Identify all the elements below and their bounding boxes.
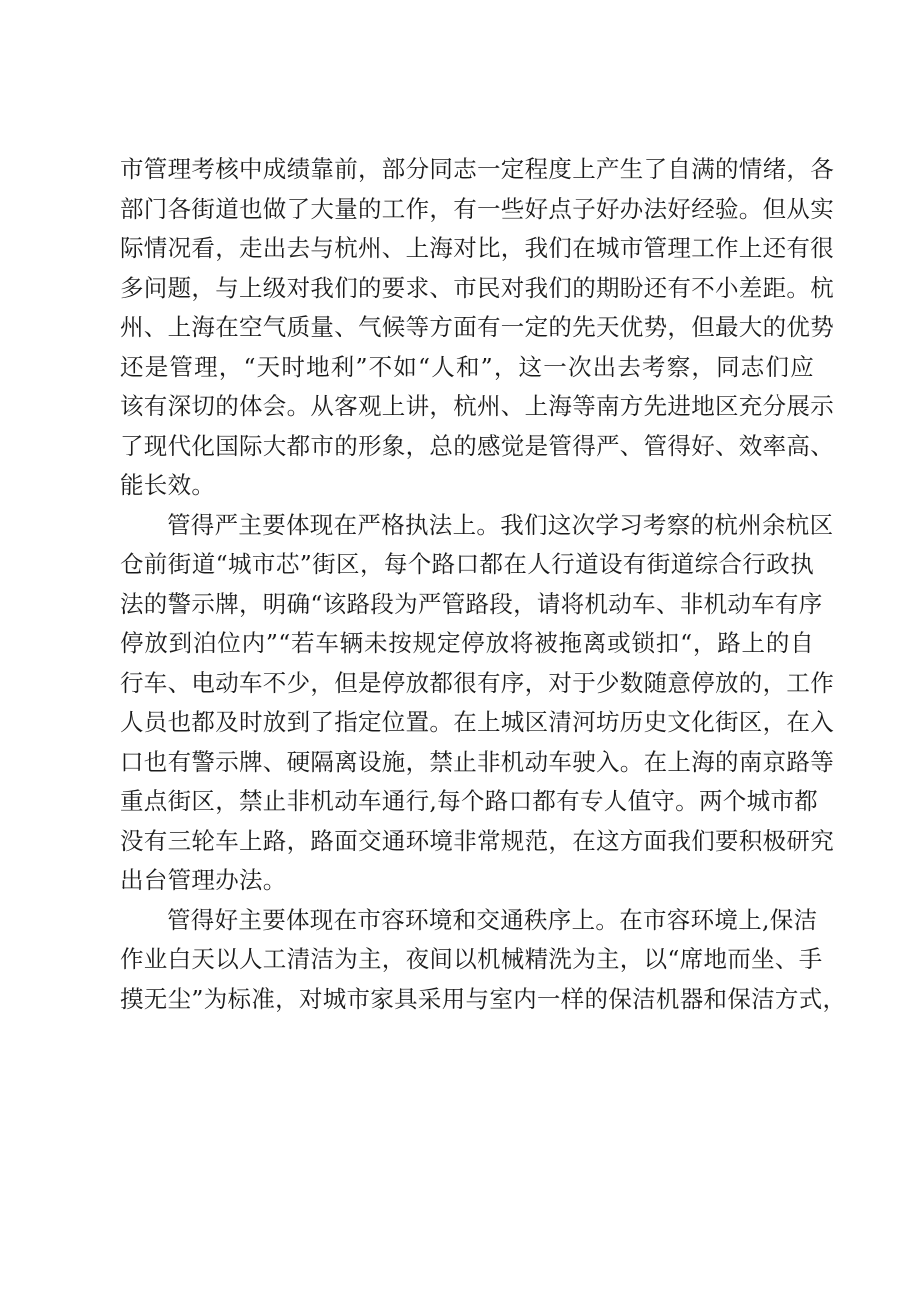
text-line: 口也有警示牌、硬隔离设施，禁止非机动车驶入。在上海的南京路等 [120, 747, 834, 776]
text-line: 仓前街道“城市芯”街区，每个路口都在人行道设有街道综合行政执 [120, 550, 814, 578]
paragraph-first-line: 管得好主要体现在市容环境和交通秩序上。在市容环境上,保洁 [167, 905, 818, 934]
text-line-paragraph-end: 出台管理办法。 [120, 866, 287, 894]
text-line: 该有深切的体会。从客观上讲，杭州、上海等南方先进地区充分展示 [120, 392, 834, 420]
text-line: 人员也都及时放到了指定位置。在上城区清河坊历史文化街区，在入 [120, 708, 834, 736]
document-body [120, 150, 847, 1019]
text-line: 停放到泊位内”“若车辆未按规定停放将被拖离或锁扣“，路上的自 [120, 629, 814, 657]
text-line: 行车、电动车不少，但是停放都很有序，对于少数随意停放的，工作 [120, 668, 834, 697]
text-line: 多问题，与上级对我们的要求、市民对我们的期盼还有不小差距。杭 [120, 273, 834, 302]
paragraph-first-line: 管得严主要体现在严格执法上。我们这次学习考察的杭州余杭区 [167, 510, 834, 539]
text-line: 作业白天以人工清洁为主，夜间以机械精洗为主，以“席地而坐、手 [120, 945, 823, 973]
text-line: 还是管理，“天时地利”不如“人和”，这一次出去考察，同志们应 [120, 352, 814, 381]
text-line: 法的警示牌，明确“该路段为严管路段，请将机动车、非机动车有序 [120, 589, 823, 618]
text-line-paragraph-end: 能长效。 [120, 471, 216, 499]
text-line: 州、上海在空气质量、气候等方面有一定的先天优势，但最大的优势 [120, 313, 834, 341]
text-line: 市管理考核中成绩靠前，部分同志一定程度上产生了自满的情绪，各 [120, 155, 834, 183]
text-line: 重点街区，禁止非机动车通行,每个路口都有专人值守。两个城市都 [120, 787, 818, 815]
text-line: 摸无尘”为标准，对城市家具采用与室内一样的保洁机器和保洁方式， [120, 984, 847, 1013]
text-line: 没有三轮车上路，路面交通环境非常规范，在这方面我们要积极研究 [120, 826, 834, 855]
text-line: 了现代化国际大都市的形象，总的感觉是管得严、管得好、效率高、 [120, 431, 834, 460]
text-line: 部门各街道也做了大量的工作，有一些好点子好办法好经验。但从实 [120, 194, 834, 223]
text-line: 际情况看，走出去与杭州、上海对比，我们在城市管理工作上还有很 [120, 234, 834, 262]
